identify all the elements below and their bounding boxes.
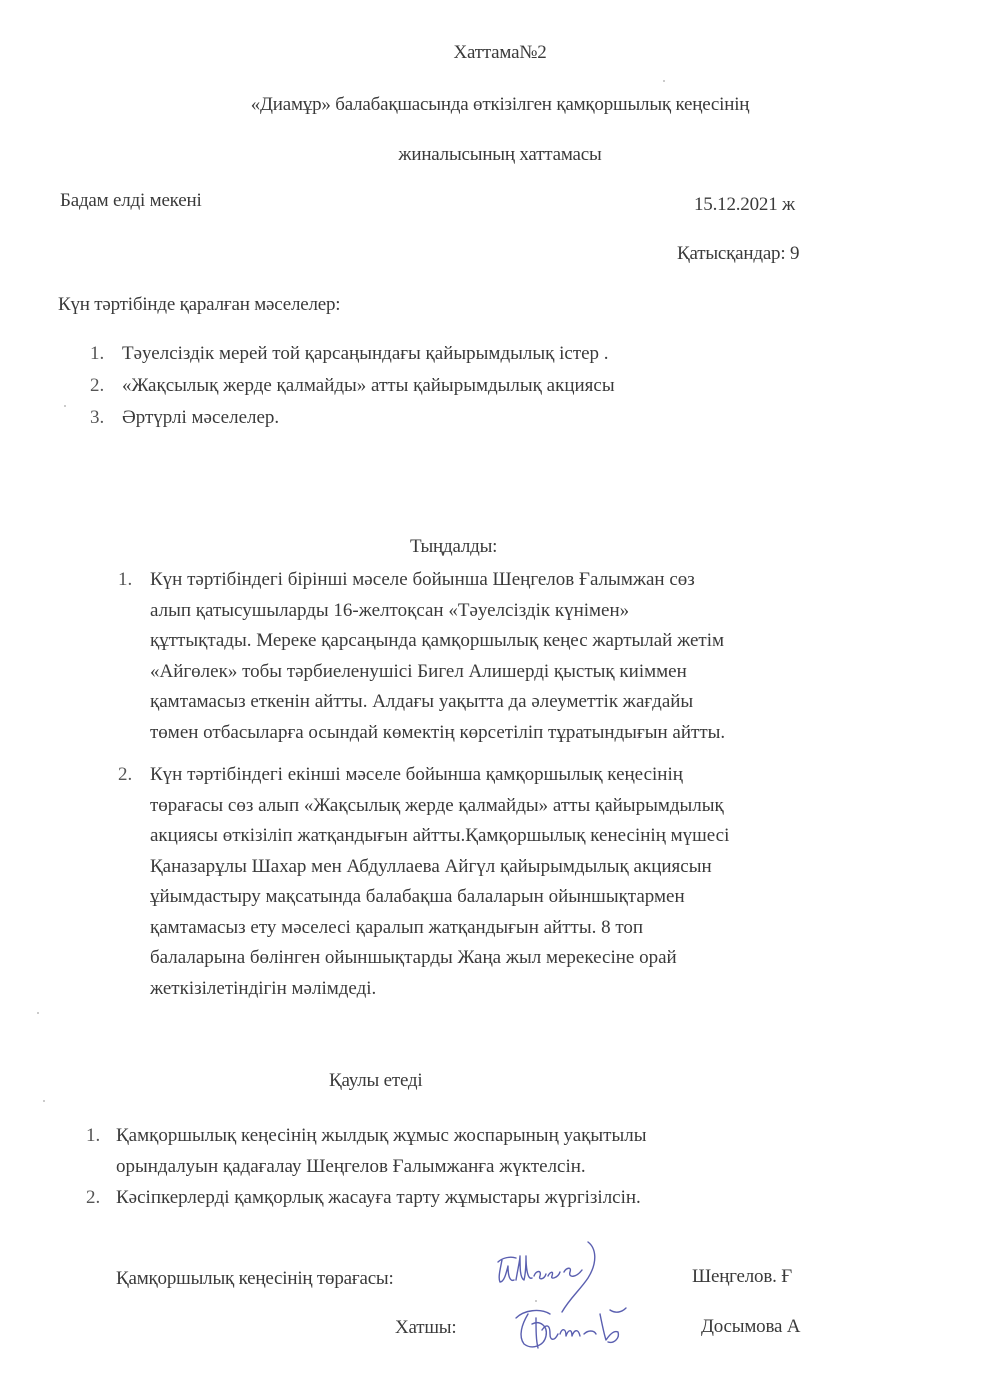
location: Бадам елді мекені (60, 190, 202, 211)
list-number: 1. (118, 569, 133, 590)
scan-speck (663, 80, 665, 82)
paragraph-line: төмен отбасыларға осындай көмектің көрсетіліп тұратындығын айтты. (150, 721, 726, 743)
paragraph-line: «Айгөлек» тобы тәрбиеленушісі Бигел Алишерді қыстық киіммен (150, 660, 687, 682)
paragraph-line: ұйымдастыру мақсатында балабақша балаларын ойыншықтармен (150, 886, 685, 907)
document-title: Хаттама№2 (453, 42, 547, 63)
scan-speck (37, 1012, 39, 1014)
document-subtitle-line1: «Диамұр» балабақшасында өткізілген қамқоршылық кеңесінің (250, 94, 750, 115)
paragraph-line: Қаназарұлы Шахар мен Абдуллаева Айгүл қайырымдылық акциясын (150, 855, 712, 877)
scan-speck (535, 1300, 537, 1302)
chair-label: Қамқоршылық кеңесінің төрағасы: (116, 1268, 394, 1289)
list-number: 2. (86, 1187, 101, 1208)
secretary-label: Хатшы: (395, 1317, 457, 1338)
paragraph-line: құттықтады. Мереке қарсаңында қамқоршылық кеңес жартылай жетім (150, 630, 725, 651)
paragraph-line: Күн тәртібіндегі бірінші мәселе бойынша Шеңгелов Ғалымжан сөз (150, 569, 695, 590)
paragraph-line: қамтамасыз ету мәселесі қаралып жатқандығын айтты. 8 топ (150, 916, 644, 938)
list-number: 1. (90, 343, 105, 364)
paragraph-line: орындалуын қадағалау Шеңгелов Ғалымжанға жүктелсін. (116, 1155, 586, 1177)
agenda-item-text: Тәуелсіздік мерей той қарсаңындағы қайырымдылық істер . (122, 343, 609, 364)
scan-speck (43, 1100, 45, 1102)
paragraph-line: алып қатысушыларды 16-желтоқсан «Тәуелсіздік күнімен» (150, 599, 630, 621)
paragraph-line: Күн тәртібіндегі екінші мәселе бойынша қамқоршылық кеңесінің (150, 764, 683, 785)
paragraph-line: жеткізілетіндігін мәлімдеді. (150, 977, 377, 999)
chair-signature (492, 1232, 622, 1302)
secretary-signature-strokes (516, 1308, 626, 1348)
paragraph-line: Кәсіпкерлерді қамқорлық жасауға тарту жұмыстары жүргізілсін. (116, 1187, 641, 1208)
document-subtitle-line2: жиналысының хаттамасы (398, 144, 602, 165)
secretary-name: Досымова А (701, 1316, 801, 1337)
secretary-signature (510, 1300, 640, 1360)
resolved-heading: Қаулы етеді (329, 1070, 423, 1091)
agenda-item-text: «Жақсылық жерде қалмайды» атты қайырымдылық акциясы (122, 375, 615, 396)
list-number: 3. (90, 407, 105, 428)
agenda-heading: Күн тәртібінде қаралған мәселелер: (58, 294, 341, 315)
attendees-count: Қатысқандар: 9 (677, 243, 800, 264)
chair-name: Шеңгелов. Ғ (692, 1266, 792, 1287)
list-number: 2. (90, 375, 105, 396)
list-number: 2. (118, 764, 133, 785)
paragraph-line: акциясы өткізіліп жатқандығын айтты.Қамқоршылық кенесінің мүшесі (150, 825, 730, 846)
heard-heading: Тыңдалды: (410, 536, 498, 557)
scan-speck (64, 405, 66, 407)
paragraph-line: төрағасы сөз алып «Жақсылық жерде қалмайды» атты қайырымдылық (150, 794, 724, 816)
paragraph-line: қамтамасыз еткенін айтты. Алдағы уақытта да әлеуметтік жағдайы (150, 691, 694, 712)
list-number: 1. (86, 1125, 101, 1146)
paragraph-line: балаларына бөлінген ойыншықтарды Жаңа жыл мерекесіне орай (150, 947, 677, 968)
date: 15.12.2021 ж (694, 194, 795, 215)
paragraph-line: Қамқоршылық кеңесінің жылдық жұмыс жоспарының уақытылы (116, 1125, 647, 1146)
agenda-item-text: Әртүрлі мәселелер. (122, 407, 280, 428)
